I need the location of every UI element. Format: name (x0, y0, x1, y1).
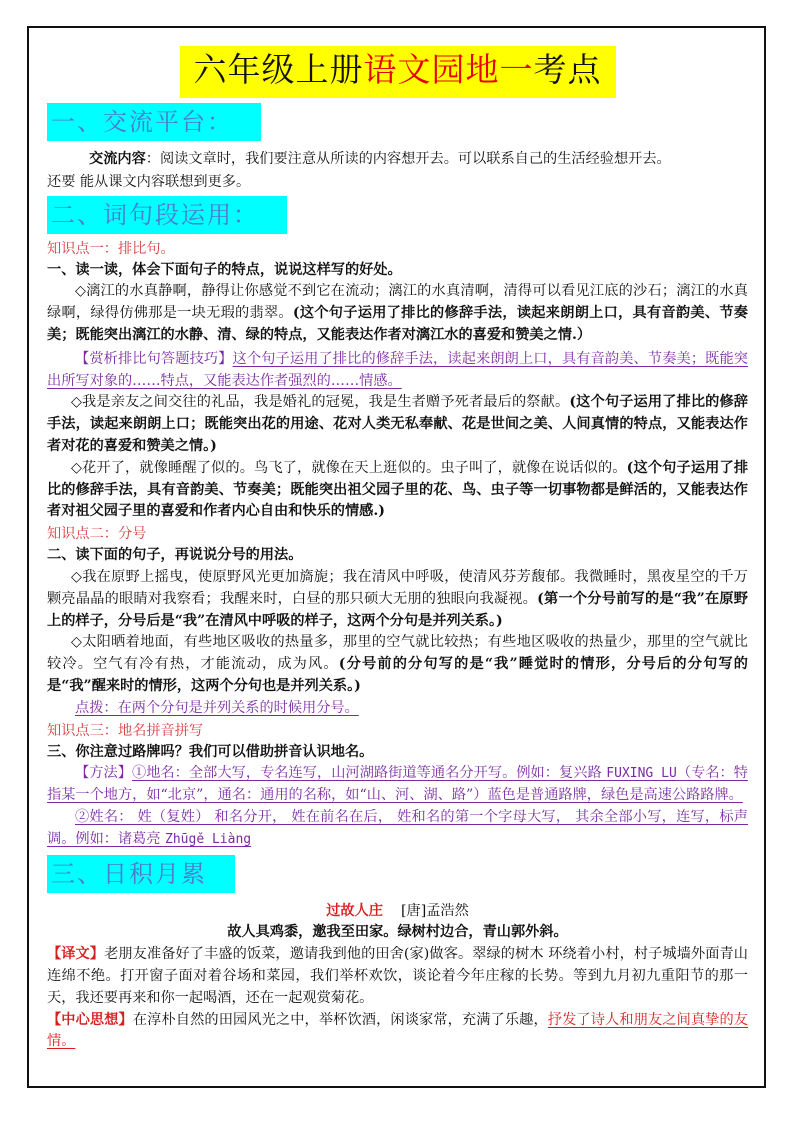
page-title (180, 46, 616, 98)
section-heading-exchange: 一、交流平台： (47, 103, 261, 141)
example-sentence: ◇太阳晒着地面，有些地区吸收的热量多，那里的空气就比较热；有些地区吸收的热量少，那里的空气就比较冷。空气有冷有热，才能流动，成为风。 (47, 634, 748, 673)
example-analysis: (第一个分号前写的是“我”在原野上的样子，分号后是“我”在清风中呼吸的样子，这两个分句是并列关系。) (47, 590, 748, 629)
document-body (47, 44, 748, 1053)
tip-text: 点拨：在两个分句是并列关系的时候用分号。 (75, 699, 359, 716)
exchange-paragraph (47, 149, 748, 171)
pinyin-example: FUXING LU (606, 766, 677, 782)
tip-label: 【赏析排比句答题技巧】 (75, 350, 233, 367)
example-semicolon-1 (47, 567, 748, 632)
translation-text: 老朋友准备好了丰盛的饭菜，邀请我到他的田舍(家)做客。翠绿的树木 环绕着小村，村子城墙外面青山连绵不绝。打开窗子面对着谷场和菜园，我们举杯欢饮，谈论着今年庄稼的长势。等到九月初九重阳节的那一天，我还要再来和你一起喝酒，还在一起观赏菊花。 (47, 946, 748, 1006)
central-idea-text: 在淳朴自然的田园风光之中，举杯饮酒，闲谈家常，充满了乐趣， (132, 1011, 548, 1028)
title-part-2: 语文园地一 (363, 50, 534, 89)
pinyin-example: Zhūgě Liàng (165, 831, 252, 847)
section-heading-usage: 二、词句段运用： (47, 196, 287, 234)
knowledge-point-1-task: 一、读一读，体会下面句子的特点，说说这样写的好处。 (47, 261, 402, 278)
example-parallelism-2 (47, 392, 748, 457)
example-analysis: (分号前的分句写的是“我”睡觉时的情形，分号后的分句写的是“我”醒来时的情形，这两个分句也是并列关系。) (47, 656, 748, 694)
parallelism-tip (47, 349, 748, 393)
poem-translation (47, 944, 748, 1009)
pinyin-method-2 (47, 807, 748, 851)
example-analysis: (这个句子运用了排比的修辞手法，读起来朗朗上口；既能突出花的用途、花对人类无私奉献、花是世间之美、人间真情的特点，又能表达作者对花的喜爱和赞美之情。) (47, 394, 748, 454)
exchange-label: 交流内容 (89, 151, 146, 167)
example-analysis: (这个句子运用了排比的修辞手法，具有音韵美、节奏美；既能突出祖父园子里的花、鸟、虫子等一切事物都是鲜活的，又能表达作者对祖父园子里的喜爱和作者内心自由和快乐的情感.) (47, 459, 749, 520)
example-semicolon-2 (47, 632, 748, 697)
exchange-text-continued: 还要 能从课文内容联想到更多。 (47, 173, 251, 190)
method-label: 【方法】 (75, 765, 132, 782)
knowledge-point-3-heading: 知识点三：地名拼音拼写 (47, 722, 204, 739)
poem-title-line (47, 901, 748, 923)
poem-title: 过故人庄 (326, 902, 383, 919)
semicolon-tip (47, 698, 748, 720)
central-idea-emphasis: 抒发了诗人和朋友之间真挚的友情。 (47, 1011, 748, 1050)
knowledge-point-3-task: 三、你注意过路牌吗？我们可以借助拼音认识地名。 (47, 743, 374, 760)
method-text: ②姓名： 姓（复姓） 和名分开， 姓在前名在后， 姓和名的第一个字母大写， 其余全部小写，连写，标声调。例如：诸葛亮 (47, 808, 748, 847)
example-parallelism-1 (47, 281, 748, 346)
poem-text: 故人具鸡黍，邀我至田家。绿树村边合，青山郭外斜。 (227, 924, 568, 941)
poem-author: [唐]孟浩然 (400, 902, 469, 919)
title-block (47, 46, 748, 98)
example-sentence: ◇我是亲友之间交往的礼品，我是婚礼的冠冕，我是生者赠予死者最后的祭献。 (71, 394, 570, 411)
knowledge-point-1-heading: 知识点一：排比句。 (47, 240, 175, 257)
tip-text: 这个句子运用了排比的修辞手法，读起来朗朗上口，具有音韵美、节奏美；既能突出所写对象的……特点，又能表达作者强烈的……情感。 (47, 350, 748, 389)
method-text: ①地名：全部大写，专名连写，山河湖路街道等通名分开写。例如：复兴路 (131, 765, 607, 782)
exchange-text: ：阅读文章时，我们要注意从所读的内容想开去。可以联系自己的生活经验想开去。 (145, 151, 671, 167)
example-analysis: (这个句子运用了排比的修辞手法，读起来朗朗上口，具有音韵美、节奏美；既能突出漓江的水静、清、绿的特点，又能表达作者对漓江水的喜爱和赞美之情.） (47, 305, 748, 343)
knowledge-point-2-heading: 知识点二：分号 (47, 526, 147, 543)
example-sentence: ◇漓江的水真静啊，静得让你感觉不到它在流动；漓江的水真清啊，清得可以看见江底的沙石；漓江的水真绿啊，绿得仿佛那是一块无瑕的翡翠。 (47, 283, 748, 322)
central-idea-label: 【中心思想】 (47, 1011, 133, 1028)
title-part-1: 六年级上册 (193, 50, 364, 89)
method-text-continued: （专名：特指某一个地方，如“北京”，通名：通用的名称，如“山、河、湖、路”）蓝色是普通路牌，绿色是高速公路路牌。 (47, 765, 748, 804)
example-sentence: ◇我在原野上摇曳，使原野风光更加旖旎；我在清风中呼吸，使清风芬芳馥郁。我微睡时，黑夜星空的千万颗亮晶晶的眼睛对我察看；我醒来时，白昼的那只硕大无朋的独眼向我凝视。 (47, 568, 748, 607)
title-part-3: 考点 (533, 50, 602, 89)
pinyin-method-1 (47, 763, 748, 807)
knowledge-point-2-task: 二、读下面的句子，再说说分号的用法。 (47, 547, 303, 564)
example-sentence: ◇花开了，就像睡醒了似的。鸟飞了，就像在天上逛似的。虫子叫了，就像在说话似的。 (71, 459, 627, 476)
section-heading-accumulation: 三、日积月累 (47, 855, 235, 893)
example-parallelism-3 (47, 458, 748, 523)
poem-central-idea (47, 1010, 748, 1054)
translation-label: 【译文】 (47, 946, 105, 963)
